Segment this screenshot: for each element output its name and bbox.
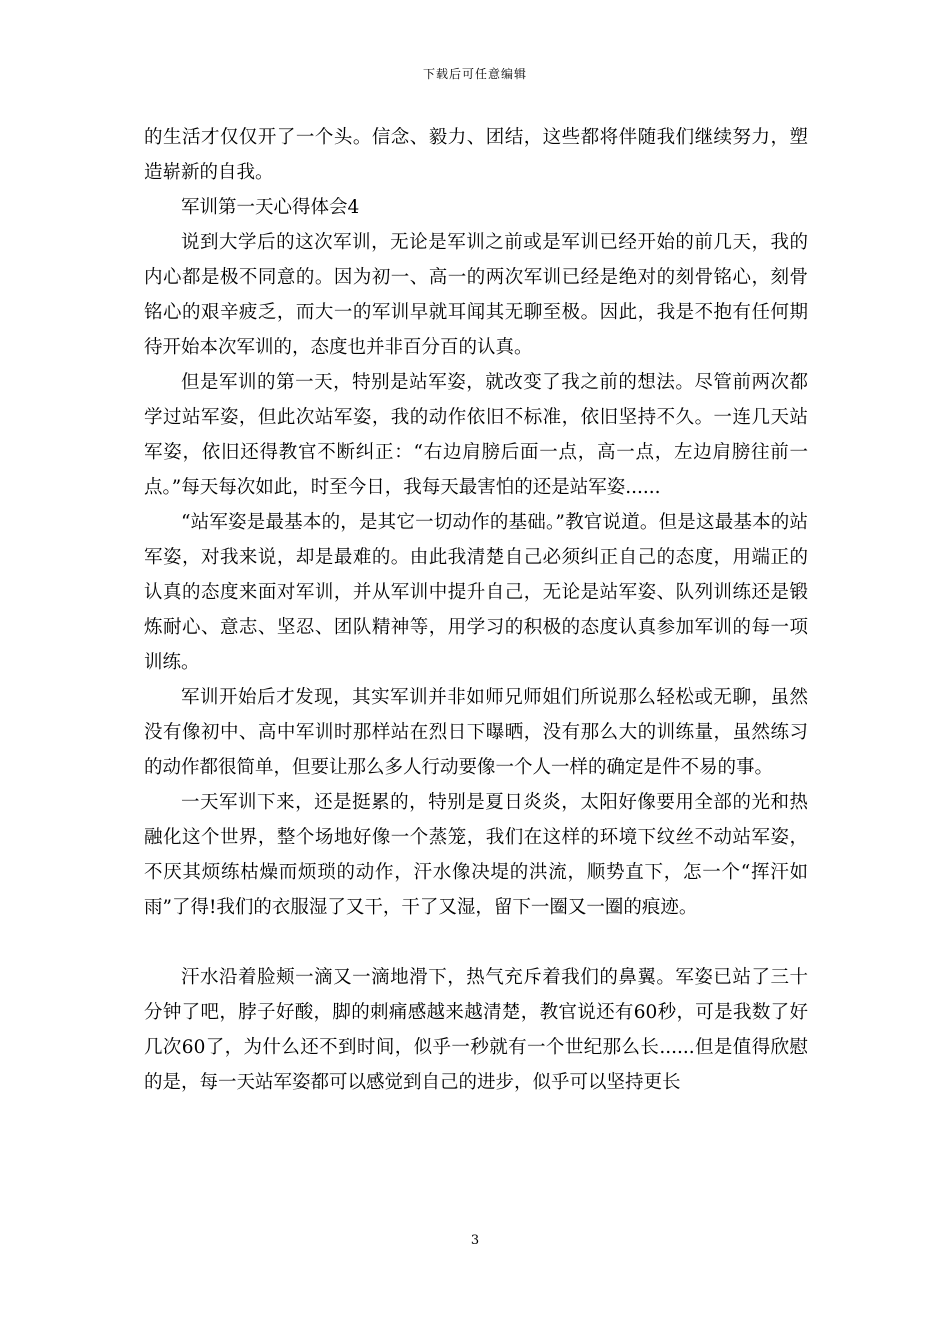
paragraph: “站军姿是最基本的，是其它一切动作的基础。”教官说道。但是这最基本的站军姿，对我来说，却是最难的。由此我清楚自己必须纠正自己的态度，用端正的认真的态度来面对军训，并从军训中提升自己，无论是站军姿、队列训练还是锻炼耐心、意志、坚忍、团队精神等，用学习的积极的态度认真参加军训的每一项训练。: [144, 512, 808, 673]
page-header: 下载后可任意编辑: [422, 67, 527, 81]
section-heading: 军训第一天心得体会4: [181, 197, 360, 218]
paragraph: 但是军训的第一天，特别是站军姿，就改变了我之前的想法。尽管前两次都学过站军姿，但此次站军姿，我的动作依旧不标准，依旧坚持不久。一连几天站军姿，依旧还得教官不断纠正：“右边肩膀后面一点，高一点，左边肩膀往前一点。”每天每次如此，时至今日，我每天最害怕的还是站军姿......: [144, 372, 808, 498]
paragraph-spacer: [144, 925, 808, 960]
paragraph: 汗水沿着脸颊一滴又一滴地滑下，热气充斥着我们的鼻翼。军姿已站了三十分钟了吧，脖子好酸，脚的刺痛感越来越清楚，教官说还有60秒，可是我数了好几次60了，为什么还不到时间，似乎一秒就有一个世纪那么长......但是值得欣慰的是，每一天站军姿都可以感觉到自己的进步，似乎可以坚持更长: [144, 967, 808, 1093]
paragraph: 一天军训下来，还是挺累的，特别是夏日炎炎，太阳好像要用全部的光和热融化这个世界，整个场地好像一个蒸笼，我们在这样的环境下纹丝不动站军姿，不厌其烦练枯燥而烦琐的动作，汗水像决堤的洪流，顺势直下，怎一个“挥汗如雨”了得!我们的衣服湿了又干，干了又湿，留下一圈又一圈的痕迹。: [144, 792, 808, 918]
document-body: [144, 120, 808, 1100]
paragraph-continuation: 的生活才仅仅开了一个头。信念、毅力、团结，这些都将伴随我们继续努力，塑造崭新的自我。: [144, 127, 808, 183]
paragraph: 说到大学后的这次军训，无论是军训之前或是军训已经开始的前几天，我的内心都是极不同意的。因为初一、高一的两次军训已经是绝对的刻骨铭心，刻骨铭心的艰辛疲乏，而大一的军训早就耳闻其无聊至极。因此，我是不抱有任何期待开始本次军训的，态度也并非百分百的认真。: [144, 232, 808, 358]
paragraph: 军训开始后才发现，其实军训并非如师兄师姐们所说那么轻松或无聊，虽然没有像初中、高中军训时那样站在烈日下曝晒，没有那么大的训练量，虽然练习的动作都很简单，但要让那么多人行动要像一个人一样的确定是件不易的事。: [144, 687, 808, 778]
page-number: 3: [470, 1233, 480, 1248]
